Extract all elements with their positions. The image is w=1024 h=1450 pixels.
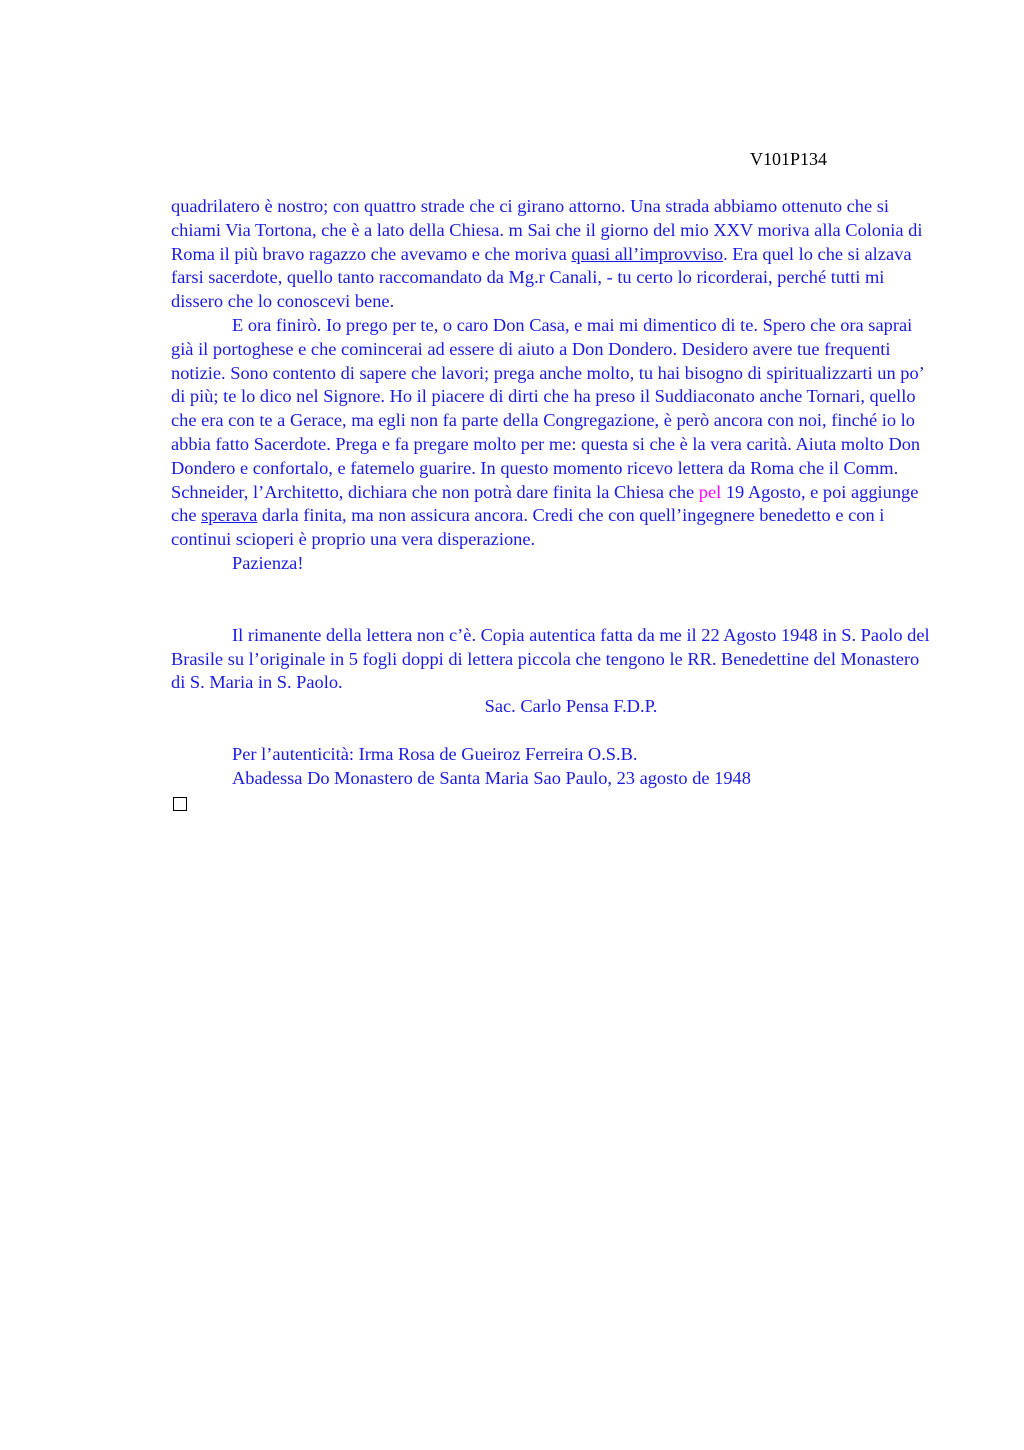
paragraph-1-text-b: . Era quel lo che si alzava farsi sacerdote, quello tanto raccomandato da Mg.r Canali, - tu certo lo ricorderai, perché tutti mi dissero che lo conoscevi bene. <box>171 243 912 312</box>
signature-line: Sac. Carlo Pensa F.D.P. <box>484 696 658 717</box>
paragraph-2-text-c: darla finita, ma non assicura ancora. Credi che con quell’ingegnere benedetto e con i continui scioperi è proprio una vera disperazione. <box>171 505 885 550</box>
paragraph-pazienza: Pazienza! <box>232 552 304 573</box>
authentication-line-1: Per l’autenticità: Irma Rosa de Gueiroz Ferreira O.S.B. <box>232 743 638 764</box>
empty-box-icon <box>171 791 931 818</box>
highlighted-pel: pel <box>698 481 722 502</box>
paragraph-copy-note: Il rimanente della lettera non c’è. Copia autentica fatta da me il 22 Agosto 1948 in S. Paolo del Brasile su l’originale in 5 fogli doppi di lettera piccola che tengono le RR. Benedettine del Monastero di S. Maria in S. Paolo. <box>171 624 930 693</box>
spacer-small <box>171 719 931 743</box>
underlined-quasi-improvviso: quasi all’improvviso <box>571 243 724 264</box>
paragraph-2-text-a: E ora finirò. Io prego per te, o caro Don Casa, e mai mi dimentico di te. Spero che ora saprai già il portoghese e che comincerai ad essere di aiuto a Don Dondero. Desidero avere tue frequenti notizie. Sono contento di sapere che lavori; prega anche molto, tu hai bisogno di spiritualizzarti un po’ di più; te lo dico nel Signore. Ho il piacere di dirti che ha preso il Suddiaconato anche Tornari, quello che era con te a Gerace, ma egli non fa parte della Congregazione, è però ancora con noi, finché io lo abbia fatto Sacerdote. Prega e fa pregare molto per me: questa si che è la vera carità. Aiuta molto Don Dondero e confortalo, e fatemelo guarire. In questo momento ricevo lettera da Roma che il Comm. Schneider, l’Architetto, dichiara che non potrà dare finita la Chiesa che <box>171 314 924 502</box>
spacer <box>171 576 931 624</box>
paragraph-1-text-a: quadrilatero è nostro; con quattro strade che ci girano attorno. Una strada abbiamo ottenuto che si chiami Via Tortona, che è a lato della Chiesa. m Sai che il giorno del mio XXV moriva alla Colonia di Roma il più bravo ragazzo che avevamo e che moriva <box>171 196 923 264</box>
paragraph-1 <box>171 195 931 314</box>
paragraph-2 <box>171 314 931 552</box>
authentication-line-2: Abadessa Do Monastero de Santa Maria Sao Paulo, 23 agosto de 1948 <box>232 767 751 788</box>
underlined-sperava: sperava <box>201 505 258 526</box>
paragraph-2-text-b: 19 Agosto, e poi aggiunge che <box>171 481 919 526</box>
letter-body <box>171 195 931 817</box>
page-identifier: V101P134 <box>750 149 828 169</box>
